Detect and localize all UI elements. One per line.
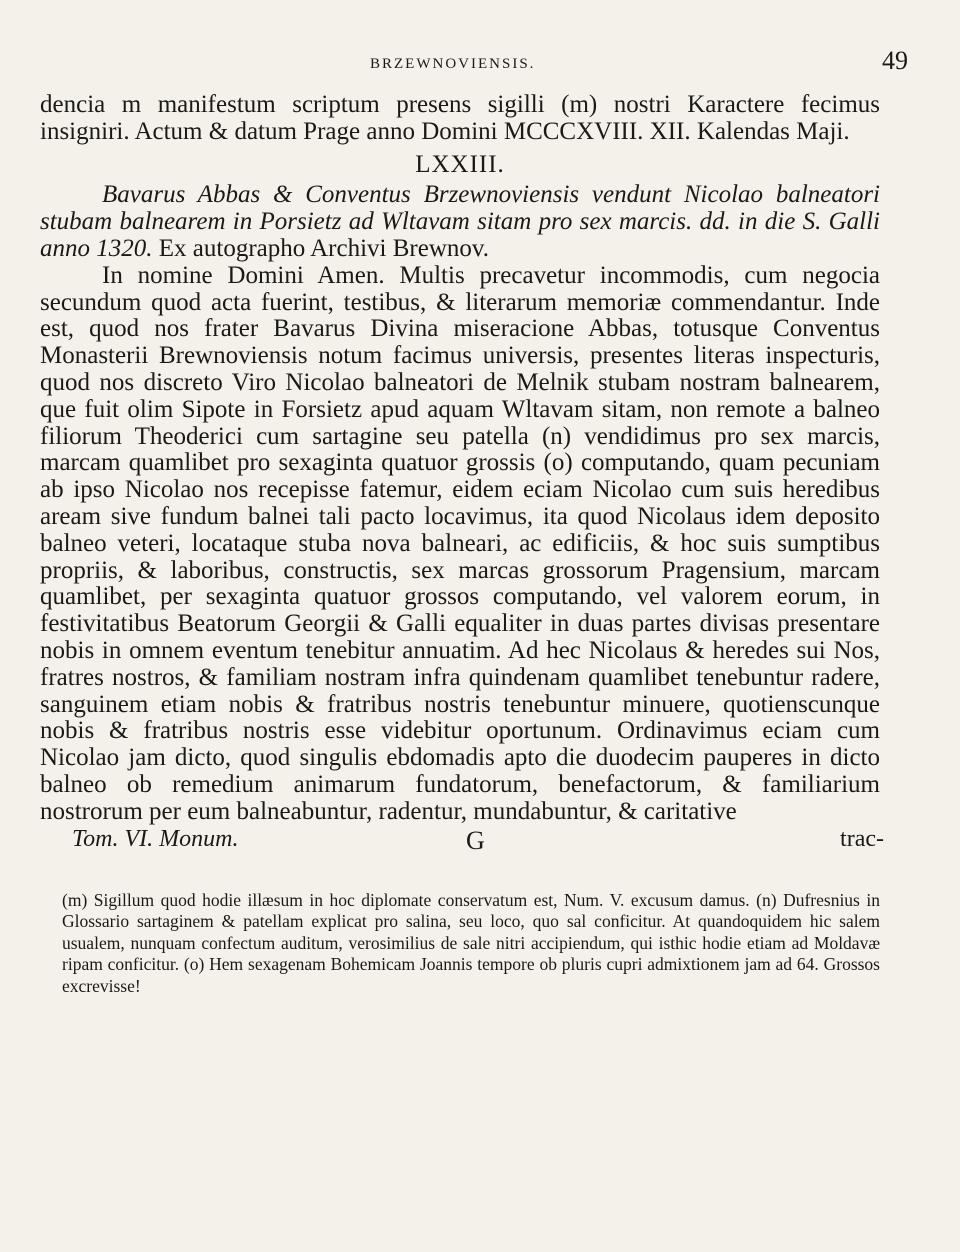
volume-reference: Tom. VI. Monum. [72, 825, 239, 852]
regest-text: Bavarus Abbas & Conventus Brzewnoviensis vendunt Nicolao balneatori stubam balnearem in Porsietz ad Wltavam sitam pro sex marcis. dd. in die S. Galli anno 1320. [40, 181, 880, 262]
document-number: LXXIII. [415, 150, 505, 178]
main-text: In nomine Domini Amen. Multis precavetur incommodis, cum negocia secundum quod acta fuerint, testibus, & literarum memoriæ commendantur. Inde est, quod nos frater Bavarus Divina miseracione Abbas, totusque Conventus Monasterii Brewnoviensis notum facimus universis, presentes literas inspecturis, quod nos discreto Viro Nicolao balneatori de Melnik stubam nostram balnearem, que fuit olim Sipote in Forsietz apud aquam Wltavam sitam, non remote a balneo filiorum Theoderici cum sartagine seu patella (n) vendidimus pro sex marcis, marcam quamlibet pro sexaginta quatuor grossis (o) computando, quam pecuniam ab ipso Nicolao nos recepisse fatemur, eidem eciam Nicolao cum suis heredibus aream sive fundum balnei tali pacto locavimus, ita quod Nicolaus idem deposito balneo veteri, locataque stuba nova balneari, ac edificiis, & hoc suis sumptibus propriis, & laboribus, constructis, sex marcas grossorum Pragensium, marcam quamlibet, per sexaginta quatuor grossos computando, vel valorem eorum, in festivitatibus Beatorum Georgii & Galli equaliter in duas partes divisas presentare nobis in omnem eventum tenebitur annuatim. Ad hec Nicolaus & heredes sui Nos, fratres nostros, & familiam nostram infra quindenam quamlibet tenebuntur radere, sanguinem etiam nobis & fratribus nostris tenebuntur minuere, quotienscunque nobis & fratribus nostris esse videbitur oportunum. Ordinavimus eciam cum Nicolao jam dicto, quod singulis ebdomadis apto die duodecim pauperes in dicto balneo ob remedium animarum fundatorum, benefactorum, & familiarium nostrorum per eum balneabuntur, radentur, mundabuntur, & caritative [40, 261, 880, 825]
catchword: trac- [840, 825, 884, 852]
regest-paragraph [40, 182, 880, 262]
signature-line [40, 825, 884, 856]
signature-mark: G [466, 825, 485, 855]
running-title: BRZEWNOVIENSIS. [370, 56, 536, 72]
opening-paragraph: dencia m manifestum scriptum presens sigilli (m) nostri Karactere fecimus insigniri. Actum & datum Prage anno Domini MCCCXVIII. XII. Kalendas Maji. [40, 91, 880, 145]
page-number: 49 [882, 46, 908, 75]
footnotes [40, 890, 880, 998]
running-head [40, 46, 908, 92]
regest-source: Ex autographo Archivi Brewnov. [152, 234, 489, 262]
footnote-text: (m) Sigillum quod hodie illæsum in hoc diplomate conservatum est, Num. V. excusum damus. (n) Dufresnius in Glossario sartaginem & patellam explicat pro salina, seu loco, quo sal conficitur. At quandoquidem hic salem usualem, nunquam confectum auditum, verosimilius de sale nitri accipiendum, qui isthic hodie etiam ad Moldavæ ripam conficitur. (o) Hem sexagenam Bohemicam Joannis tempore ob pluris cupri admixtionem jam ad 64. Grossos excrevisse! [62, 889, 880, 996]
page-body [40, 92, 880, 826]
